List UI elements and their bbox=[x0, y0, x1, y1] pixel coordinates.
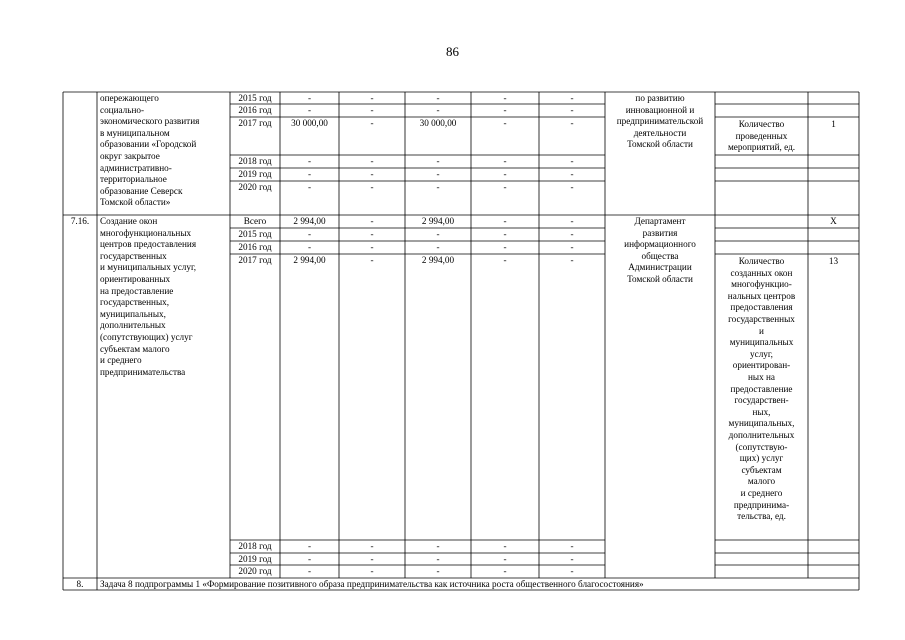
indicator-line: Количество bbox=[738, 119, 785, 129]
amount-cell: - bbox=[436, 242, 440, 252]
amount-cell: - bbox=[436, 169, 440, 179]
amount-cell: - bbox=[370, 216, 374, 226]
amount-cell: - bbox=[307, 229, 312, 239]
indicator-line: и bbox=[759, 325, 764, 336]
amount-cell: - bbox=[503, 242, 507, 252]
year-label: 2018 год bbox=[238, 541, 272, 551]
indicator-line: предпринима- bbox=[733, 499, 790, 510]
amount-cell: - bbox=[503, 156, 507, 166]
amount-cell: - bbox=[307, 541, 312, 551]
amount-cell: - bbox=[570, 169, 574, 179]
amount-cell: - bbox=[503, 105, 507, 115]
executor-line: Администрации bbox=[628, 262, 692, 273]
measure-name-line: социально- bbox=[100, 104, 145, 115]
amount-cell: - bbox=[436, 156, 440, 166]
measure-name-line: образовании «Городской bbox=[100, 139, 197, 150]
amount-cell: - bbox=[503, 216, 507, 226]
indicator-line: созданных окон bbox=[730, 267, 793, 278]
indicator-line: предоставление bbox=[730, 383, 793, 394]
executor-line: информационного bbox=[624, 239, 696, 250]
measure-name-line: образование Северск bbox=[100, 185, 183, 196]
amount-cell: - bbox=[370, 169, 374, 179]
measure-name-line: экономического развития bbox=[100, 116, 200, 127]
year-label: 2018 год bbox=[238, 156, 272, 166]
amount-cell: - bbox=[570, 242, 574, 252]
indicator-line: проведенных bbox=[735, 130, 788, 141]
amount-cell: - bbox=[370, 541, 374, 551]
year-label: Всего bbox=[243, 216, 267, 226]
measure-name-line: и муниципальных услуг, bbox=[100, 262, 196, 273]
amount-cell: - bbox=[570, 255, 574, 265]
amount-cell: - bbox=[503, 169, 507, 179]
indicator-line: муниципальных, bbox=[728, 418, 795, 429]
amount-cell: 30 000,00 bbox=[291, 118, 328, 128]
amount-cell: - bbox=[436, 541, 440, 551]
amount-cell: - bbox=[370, 554, 374, 564]
amount-cell: - bbox=[370, 255, 374, 265]
amount-cell: - bbox=[436, 105, 440, 115]
indicator-line: предоставления bbox=[730, 302, 793, 313]
measure-name-line: центров предоставления bbox=[100, 239, 197, 250]
year-label: 2016 год bbox=[238, 242, 272, 252]
indicator-line: муниципальных bbox=[729, 337, 794, 348]
executor-line: развития bbox=[642, 227, 678, 238]
measure-name-line: муниципальных, bbox=[100, 308, 166, 319]
amount-cell: - bbox=[570, 93, 574, 103]
year-label: 2017 год bbox=[238, 118, 272, 128]
indicator-line: мероприятий, ед. bbox=[727, 142, 796, 153]
amount-cell: - bbox=[503, 182, 507, 192]
indicator-line: многофункцио- bbox=[731, 279, 792, 290]
measure-name-line: многофункциональных bbox=[100, 227, 192, 238]
page-number: 86 bbox=[446, 44, 459, 59]
amount-cell: - bbox=[570, 182, 574, 192]
indicator-line: (сопутствую- bbox=[735, 441, 788, 452]
amount-cell: - bbox=[370, 105, 374, 115]
year-label: 2016 год bbox=[238, 105, 272, 115]
indicator-value: 1 bbox=[831, 119, 836, 129]
indicator-line: субъектам bbox=[741, 464, 782, 475]
measure-name-line: государственных, bbox=[100, 297, 170, 308]
amount-cell: 2 994,00 bbox=[293, 255, 326, 265]
indicator-line: нальных центров bbox=[727, 290, 796, 301]
amount-cell: - bbox=[503, 554, 507, 564]
indicator-line: тельства, ед. bbox=[737, 511, 786, 522]
measure-name-line: ориентированных bbox=[100, 274, 171, 284]
executor-line: инновационной и bbox=[625, 104, 695, 115]
amount-cell: - bbox=[307, 182, 312, 192]
measure-name-line: Томской области» bbox=[100, 197, 171, 208]
amount-cell: - bbox=[570, 566, 574, 576]
amount-cell: - bbox=[570, 118, 574, 128]
amount-cell: - bbox=[436, 566, 440, 576]
amount-cell: 30 000,00 bbox=[419, 118, 457, 128]
indicator-value: X bbox=[830, 216, 837, 226]
amount-cell: - bbox=[436, 182, 440, 192]
indicator-line: ных на bbox=[748, 372, 775, 382]
amount-cell: 2 994,00 bbox=[293, 216, 326, 226]
amount-cell: - bbox=[307, 566, 312, 576]
measure-name-line: Создание окон bbox=[100, 216, 158, 226]
executor-line: Департамент bbox=[634, 216, 686, 226]
executor-line: общества bbox=[641, 250, 679, 261]
executor-line: предпринимательской bbox=[616, 116, 704, 127]
executor-line: по развитию bbox=[635, 93, 685, 103]
amount-cell: - bbox=[370, 93, 374, 103]
measure-name-line: (сопутствующих) услуг bbox=[100, 332, 193, 342]
amount-cell: - bbox=[307, 169, 312, 179]
indicator-line: малого bbox=[747, 476, 776, 487]
row-number: 7.16. bbox=[70, 216, 90, 226]
indicator-line: услуг, bbox=[750, 348, 773, 359]
amount-cell: - bbox=[570, 554, 574, 564]
year-label: 2019 год bbox=[238, 554, 272, 564]
measure-name-line: округ закрытое bbox=[100, 151, 160, 161]
amount-cell: - bbox=[436, 93, 440, 103]
executor-line: Томской области bbox=[627, 274, 693, 284]
amount-cell: - bbox=[570, 105, 574, 115]
measure-name-line: административно- bbox=[100, 162, 172, 173]
executor-line: деятельности bbox=[633, 127, 687, 138]
amount-cell: - bbox=[370, 118, 374, 128]
amount-cell: - bbox=[570, 216, 574, 226]
amount-cell: - bbox=[570, 156, 574, 166]
measure-name-line: предпринимательства bbox=[100, 366, 186, 377]
amount-cell: - bbox=[570, 229, 574, 239]
amount-cell: 2 994,00 bbox=[421, 255, 455, 265]
amount-cell: - bbox=[503, 566, 507, 576]
indicator-line: Количество bbox=[738, 256, 785, 266]
amount-cell: - bbox=[503, 118, 507, 128]
measure-name-line: государственных bbox=[100, 250, 167, 261]
indicator-line: ориентирован- bbox=[732, 360, 791, 371]
measure-name-line: опережающего bbox=[100, 93, 159, 103]
amount-cell: - bbox=[570, 541, 574, 551]
amount-cell: - bbox=[503, 541, 507, 551]
amount-cell: - bbox=[370, 242, 374, 252]
indicator-line: государственных bbox=[728, 314, 795, 324]
measure-name-line: субъектам малого bbox=[100, 343, 170, 354]
amount-cell: - bbox=[370, 182, 374, 192]
amount-cell: - bbox=[307, 93, 312, 103]
task-title: Задача 8 подпрограммы 1 «Формирование позитивного образа предпринимательства как источника роста общественного благосостояния» bbox=[100, 579, 644, 589]
amount-cell: 2 994,00 bbox=[421, 216, 455, 226]
year-label: 2019 год bbox=[238, 169, 272, 179]
year-label: 2017 год bbox=[238, 255, 272, 265]
year-label: 2015 год bbox=[238, 229, 272, 239]
amount-cell: - bbox=[503, 255, 507, 265]
indicator-line: ных, bbox=[752, 406, 771, 417]
indicator-line: государствен- bbox=[734, 395, 789, 406]
year-label: 2015 год bbox=[238, 93, 272, 103]
indicator-value: 13 bbox=[828, 256, 839, 266]
indicator-line: щих) услуг bbox=[739, 453, 784, 464]
indicator-line: и среднего bbox=[740, 488, 783, 498]
measure-name-line: и среднего bbox=[100, 355, 142, 366]
indicator-line: дополнительных bbox=[728, 430, 795, 440]
amount-cell: - bbox=[436, 554, 440, 564]
amount-cell: - bbox=[370, 229, 374, 239]
year-label: 2020 год bbox=[238, 566, 272, 576]
measure-name-line: дополнительных bbox=[100, 320, 166, 331]
amount-cell: - bbox=[370, 566, 374, 576]
measure-name-line: территориальное bbox=[100, 174, 167, 185]
year-label: 2020 год bbox=[238, 182, 272, 192]
amount-cell: - bbox=[503, 229, 507, 239]
amount-cell: - bbox=[503, 93, 507, 103]
amount-cell: - bbox=[307, 105, 312, 115]
amount-cell: - bbox=[436, 229, 440, 239]
measure-name-line: в муниципальном bbox=[100, 127, 170, 138]
amount-cell: - bbox=[307, 156, 312, 166]
row-number: 8. bbox=[76, 579, 84, 589]
measure-name-line: на предоставление bbox=[100, 285, 174, 296]
amount-cell: - bbox=[307, 554, 312, 564]
executor-line: Томской области bbox=[627, 139, 693, 150]
amount-cell: - bbox=[370, 156, 374, 166]
amount-cell: - bbox=[307, 242, 312, 252]
